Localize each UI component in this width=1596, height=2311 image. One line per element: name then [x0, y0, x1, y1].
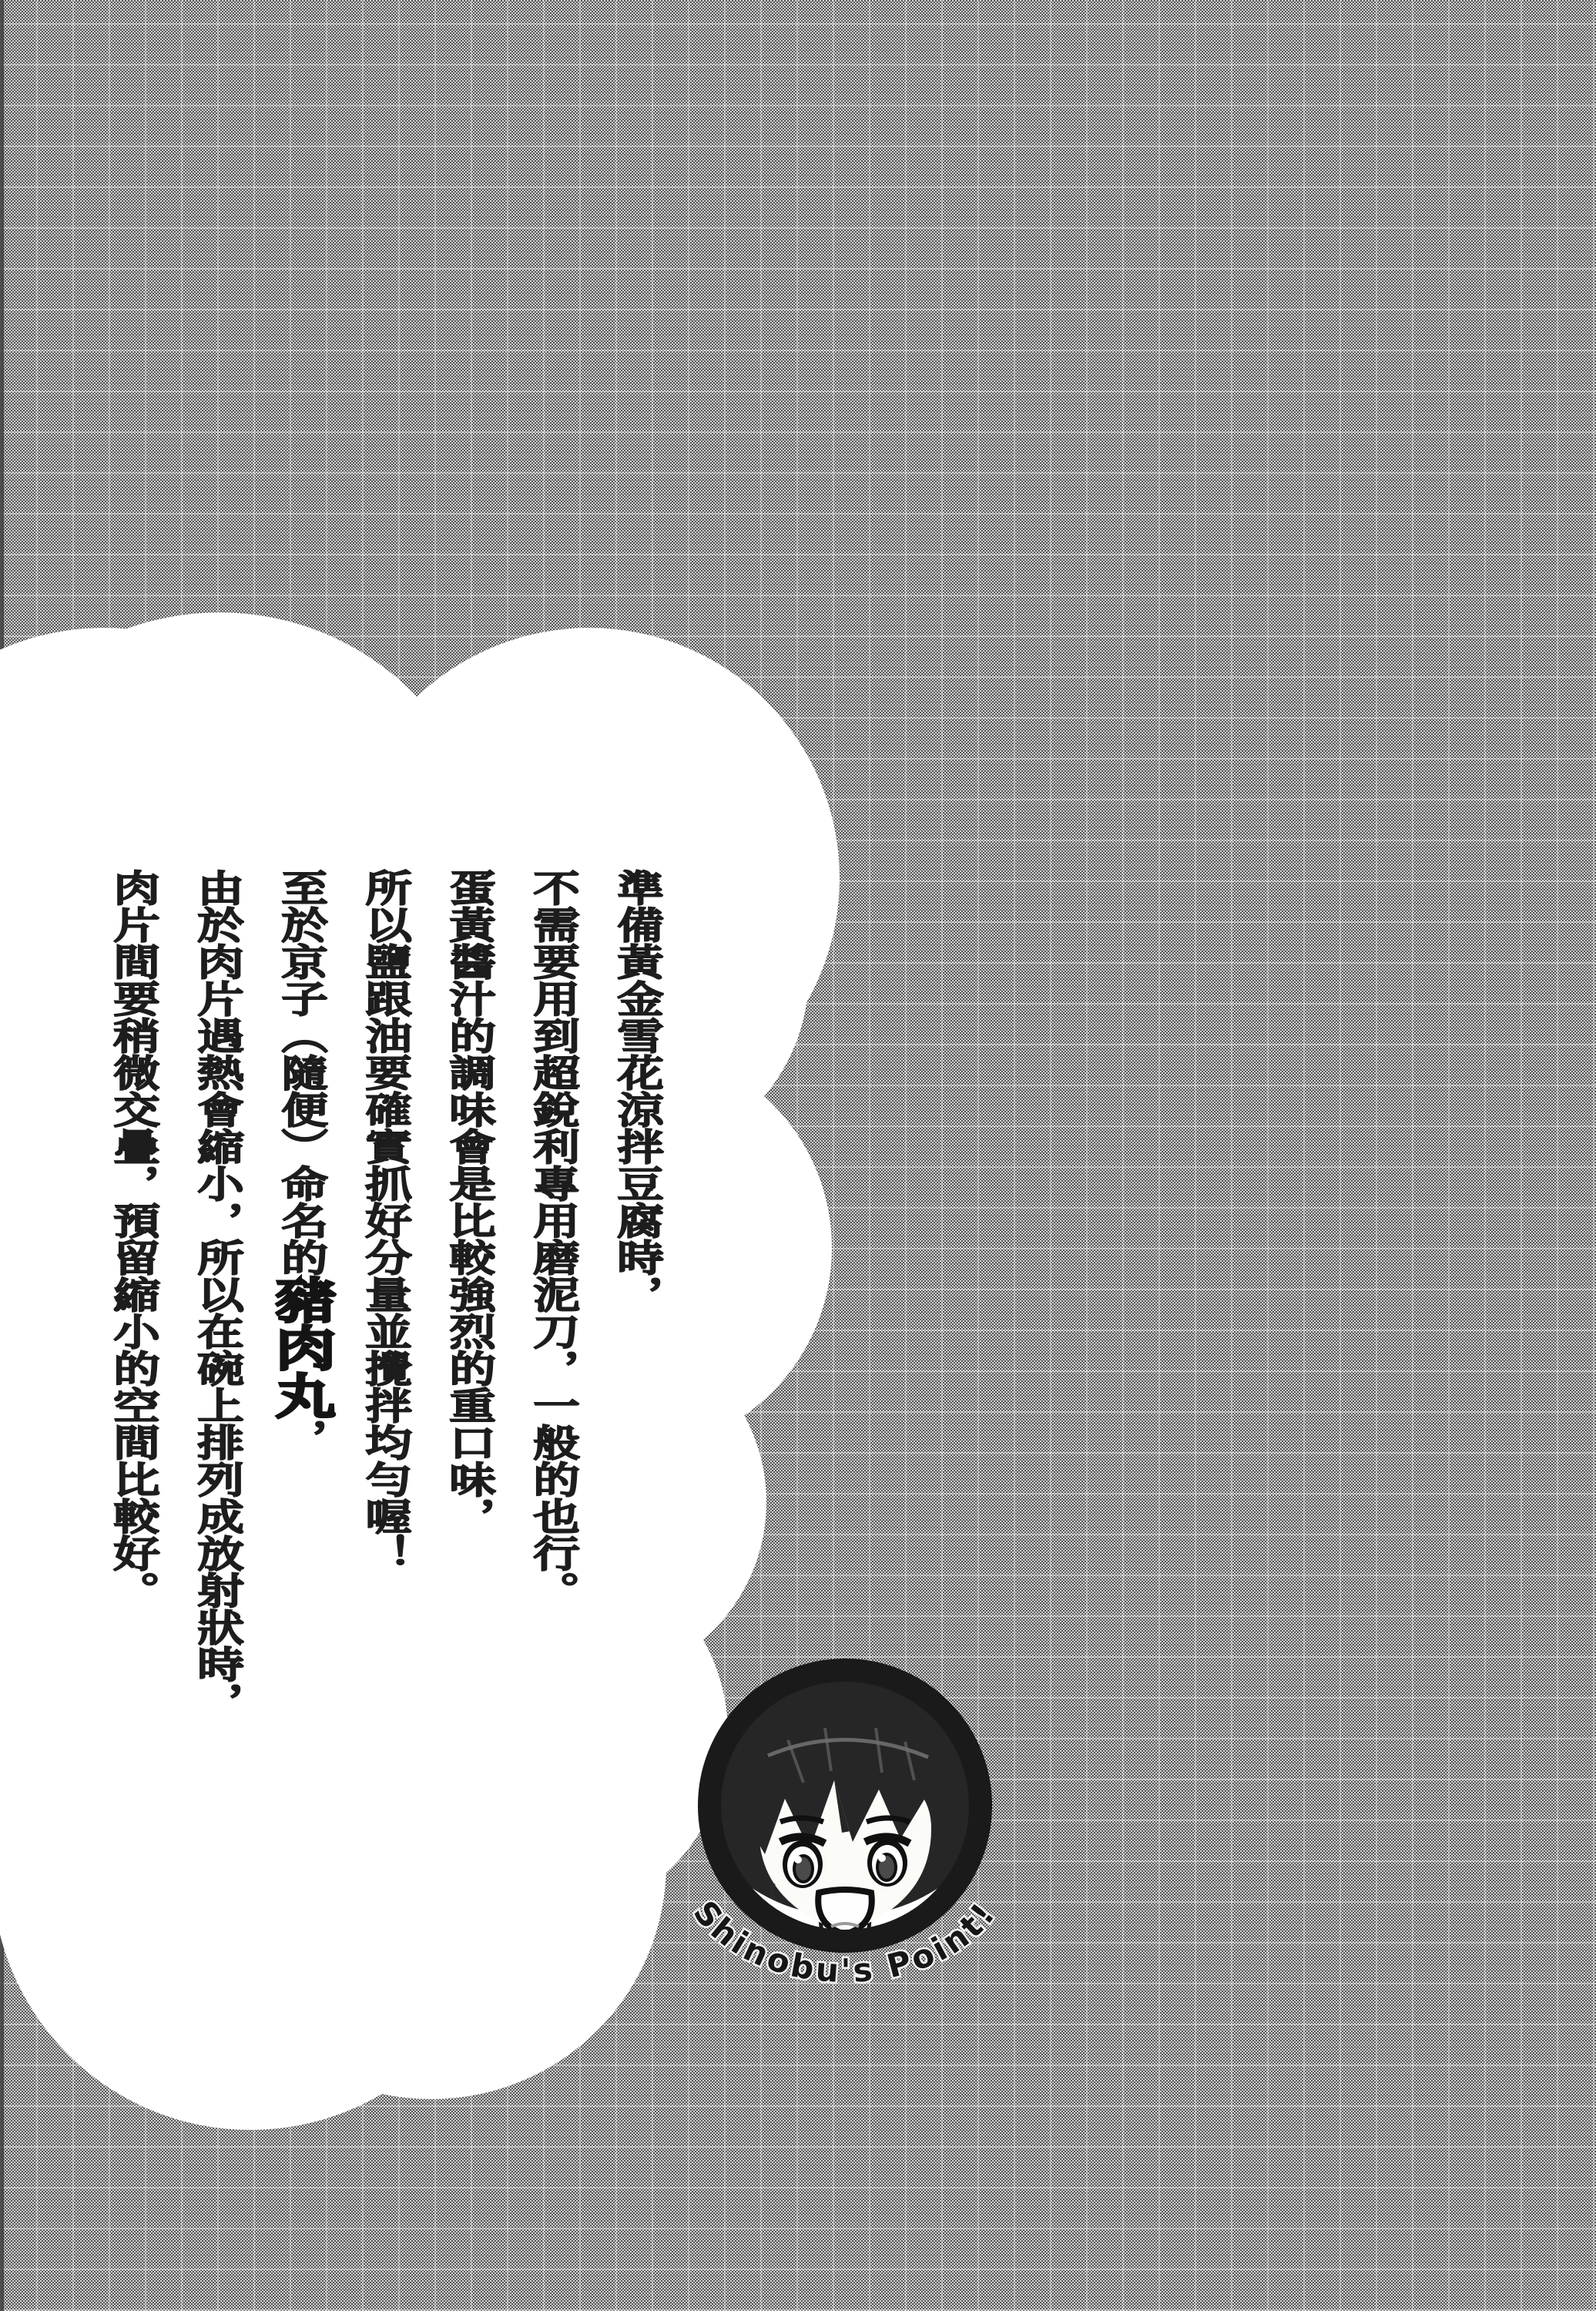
- bubble-text-column-5: [262, 869, 340, 1456]
- column-5-post: ，: [273, 1419, 328, 1456]
- bubble-text-column-7: 肉片間要稍微交疊，預留縮小的空間比較好。: [105, 869, 160, 1608]
- bubble-text-column-1: 準備黃金雪花涼拌豆腐時，: [609, 869, 664, 1313]
- badge-caption: Shinobu's Point!: [686, 1893, 1004, 1991]
- bubble-text-column-2: 不需要用到超銳利專用磨泥刀，一般的也行。: [525, 869, 580, 1608]
- bubble-text-column-3: 蛋黃醬汁的調味會是比較強烈的重口味，: [441, 869, 496, 1535]
- dish-name-emphasis: 豬肉丸: [265, 1276, 337, 1419]
- column-5-pre: 至於京子（隨便）命名的: [273, 869, 328, 1276]
- bubble-text-column-6: 由於肉片遇熱會縮小，所以在碗上排列成放射狀時，: [189, 869, 244, 1719]
- character-badge: [660, 1648, 1030, 2048]
- bubble-text-column-4: 所以鹽跟油要確實抓好分量並攪拌均勻喔！: [357, 869, 412, 1571]
- shinobu-avatar-icon: [660, 1648, 1030, 2048]
